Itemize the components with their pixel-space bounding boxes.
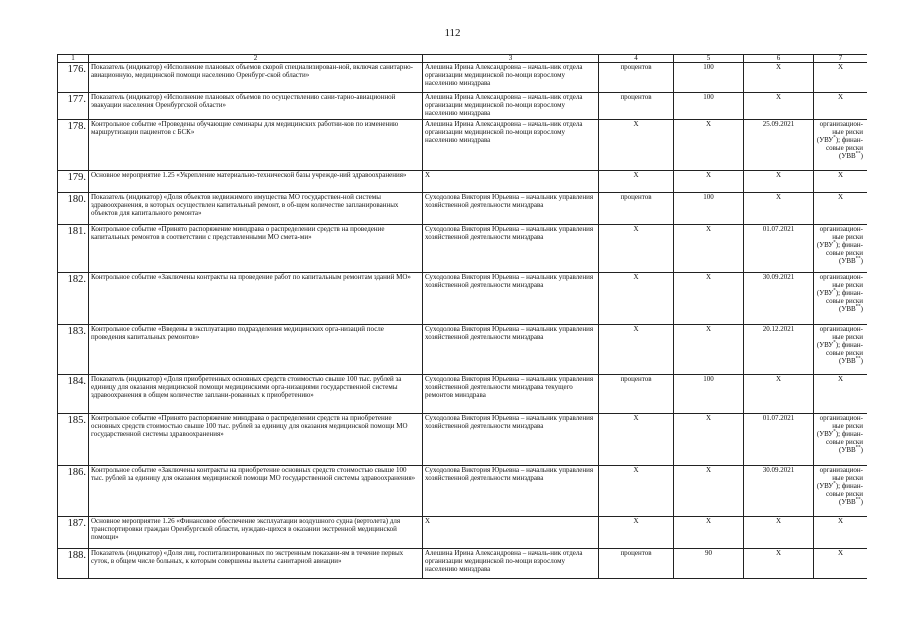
row-unit: X — [599, 273, 674, 325]
plan-table — [57, 54, 867, 579]
table-row — [58, 325, 868, 375]
row-unit: процентов — [599, 63, 674, 93]
row-description: Контрольное событие «Принято распоряжение минздрава о распределении средств на проведение капитальных ремонтов в соответствии с представленными МО смета-ми» — [89, 225, 423, 273]
row-value: 100 — [674, 375, 744, 414]
row-risk: X — [814, 171, 868, 193]
table-container — [57, 54, 867, 640]
row-description: Показатель (индикатор) «Доля приобретенных основных средств стоимостью свыше 100 тыс. рублей за единицу для оказания медицинской помощи медицинскими орга-низациями государственной системы здравоохранения в общем количестве заплани-рованных к приобретению» — [89, 375, 423, 414]
row-responsible: X — [423, 517, 599, 549]
table-row — [58, 93, 868, 120]
row-description: Основное мероприятие 1.26 «Финансовое обеспечение эксплуатации воздушного судна (вертолета) для транспортировки граждан Оренбургской области, нуждаю-щихся в оказании экстренной медицинской помощи» — [89, 517, 423, 549]
row-value: X — [674, 325, 744, 375]
row-responsible: Суходолова Виктория Юрьевна – начальник управления хозяйственной деятельности минздрава — [423, 225, 599, 273]
row-value: 100 — [674, 93, 744, 120]
row-value: X — [674, 517, 744, 549]
row-number: 177. — [58, 93, 89, 120]
row-date: X — [744, 549, 814, 579]
row-responsible: Алешина Ирина Александровна – началь-ник отдела организации медицинской по-мощи взрослому населению минздрава — [423, 63, 599, 93]
row-risk: X — [814, 63, 868, 93]
table-row — [58, 549, 868, 579]
row-number: 185. — [58, 414, 89, 466]
column-number: 6 — [744, 55, 814, 63]
row-risk: организацион-ные риски (УВУ*); финан-совые риски (УВВ**) — [814, 273, 868, 325]
row-date: 25.09.2021 — [744, 120, 814, 171]
row-responsible: Суходолова Виктория Юрьевна – начальник управления хозяйственной деятельности минздрава — [423, 466, 599, 517]
row-value: 100 — [674, 63, 744, 93]
column-number: 7 — [814, 55, 868, 63]
row-value: X — [674, 120, 744, 171]
row-description: Контрольное событие «Проведены обучающие семинары для медицинских работни-ков по изменению маршрутизации пациентов с БСК» — [89, 120, 423, 171]
row-value: X — [674, 414, 744, 466]
row-unit: X — [599, 225, 674, 273]
row-risk: X — [814, 549, 868, 579]
row-responsible: Суходолова Виктория Юрьевна – начальник управления хозяйственной деятельности минздрава — [423, 325, 599, 375]
row-risk: организацион-ные риски (УВУ*); финан-совые риски (УВВ**) — [814, 466, 868, 517]
column-number-row — [58, 55, 868, 63]
row-description: Контрольное событие «Введены в эксплуатацию подразделения медицинских орга-низаций после проведения капитальных ремонтов» — [89, 325, 423, 375]
row-responsible: Суходолова Виктория Юрьевна – начальник управления хозяйственной деятельности минздрава — [423, 414, 599, 466]
row-number: 183. — [58, 325, 89, 375]
row-value: 100 — [674, 193, 744, 225]
row-date: X — [744, 375, 814, 414]
row-risk: X — [814, 517, 868, 549]
row-date: X — [744, 171, 814, 193]
row-date: 01.07.2021 — [744, 414, 814, 466]
column-number: 3 — [423, 55, 599, 63]
row-unit: процентов — [599, 193, 674, 225]
table-row — [58, 273, 868, 325]
row-responsible: Алешина Ирина Александровна – началь-ник отдела организации медицинской по-мощи взрослому населению минздрава — [423, 93, 599, 120]
row-description: Контрольное событие «Заключены контракты на проведение работ по капитальным ремонтам зданий МО» — [89, 273, 423, 325]
table-row — [58, 517, 868, 549]
table-row — [58, 63, 868, 93]
row-responsible: Алешина Ирина Александровна – началь-ник отдела организации медицинской по-мощи взрослому населению минздрава — [423, 549, 599, 579]
row-number: 179. — [58, 171, 89, 193]
row-date: X — [744, 63, 814, 93]
row-date: 30.09.2021 — [744, 466, 814, 517]
row-responsible: Суходолова Виктория Юрьевна – начальник управления хозяйственной деятельности минздрава — [423, 273, 599, 325]
row-number: 178. — [58, 120, 89, 171]
row-risk: организацион-ные риски (УВУ*); финан-совые риски (УВВ**) — [814, 414, 868, 466]
row-unit: процентов — [599, 93, 674, 120]
row-unit: X — [599, 517, 674, 549]
row-number: 188. — [58, 549, 89, 579]
row-risk: организацион-ные риски (УВУ*); финан-совые риски (УВВ**) — [814, 225, 868, 273]
row-date: X — [744, 193, 814, 225]
row-unit: X — [599, 414, 674, 466]
row-responsible: Суходолова Виктория Юрьевна – начальник управления хозяйственной деятельности минздрава — [423, 193, 599, 225]
table-row — [58, 414, 868, 466]
row-value: X — [674, 466, 744, 517]
row-unit: X — [599, 120, 674, 171]
row-unit: X — [599, 325, 674, 375]
table-row — [58, 225, 868, 273]
row-unit: X — [599, 466, 674, 517]
row-description: Основное мероприятие 1.25 «Укрепление материально-технической базы учрежде-ний здравоохранения» — [89, 171, 423, 193]
row-description: Показатель (индикатор) «Исполнение плановых объемов по осуществлению сани-тарно-авиационной эвакуации населения Оренбургской области» — [89, 93, 423, 120]
row-number: 181. — [58, 225, 89, 273]
row-risk: X — [814, 93, 868, 120]
row-unit: процентов — [599, 375, 674, 414]
row-risk: организацион-ные риски (УВУ*); финан-совые риски (УВВ**) — [814, 120, 868, 171]
row-value: X — [674, 273, 744, 325]
row-description: Контрольное событие «Принято распоряжение минздрава о распределении средств на приобретение основных средств стоимостью свыше 100 тыс. рублей за единицу для оказания медицинской помощи МО государственной системы здравоохранения» — [89, 414, 423, 466]
row-number: 182. — [58, 273, 89, 325]
row-risk: X — [814, 375, 868, 414]
table-row — [58, 120, 868, 171]
row-responsible: Суходолова Виктория Юрьевна – начальник управления хозяйственной деятельности минздрава текущего ремонтов минздрава — [423, 375, 599, 414]
row-risk: организацион-ные риски (УВУ*); финан-совые риски (УВВ**) — [814, 325, 868, 375]
row-risk: X — [814, 193, 868, 225]
row-responsible: X — [423, 171, 599, 193]
column-number: 2 — [89, 55, 423, 63]
row-value: X — [674, 171, 744, 193]
row-description: Контрольное событие «Заключены контракты на приобретение основных средств стоимостью свыше 100 тыс. рублей за единицу для оказания медицинской помощи МО государственной системы здравоохранения» — [89, 466, 423, 517]
row-description: Показатель (индикатор) «Доля лиц, госпитализированных по экстренным показани-ям в течение первых суток, в общем числе больных, к которым совершены вылеты санитарной авиации» — [89, 549, 423, 579]
column-number: 5 — [674, 55, 744, 63]
row-responsible: Алешина Ирина Александровна – началь-ник отдела организации медицинской по-мощи взрослому населению минздрава — [423, 120, 599, 171]
page-number: 112 — [444, 27, 461, 39]
row-number: 176. — [58, 63, 89, 93]
row-unit: X — [599, 171, 674, 193]
row-number: 184. — [58, 375, 89, 414]
table-row — [58, 375, 868, 414]
table-row — [58, 193, 868, 225]
row-date: 20.12.2021 — [744, 325, 814, 375]
row-date: 01.07.2021 — [744, 225, 814, 273]
row-description: Показатель (индикатор) «Доля объектов недвижимого имущества МО государствен-ной системы здравоохранения, в которых осуществлен капитальный ремонт, в об-щем количестве запланированных объектов для капитального ремонта» — [89, 193, 423, 225]
row-value: X — [674, 225, 744, 273]
row-unit: процентов — [599, 549, 674, 579]
row-number: 187. — [58, 517, 89, 549]
row-date: X — [744, 93, 814, 120]
column-number: 1 — [58, 55, 89, 63]
table-row — [58, 171, 868, 193]
row-description: Показатель (индикатор) «Исполнение плановых объемов скорой специализирован-ной, включая санитарно-авиационную, медицинской помощи населению Оренбург-ской области» — [89, 63, 423, 93]
row-value: 90 — [674, 549, 744, 579]
column-number: 4 — [599, 55, 674, 63]
row-date: 30.09.2021 — [744, 273, 814, 325]
row-number: 180. — [58, 193, 89, 225]
row-date: X — [744, 517, 814, 549]
row-number: 186. — [58, 466, 89, 517]
table-row — [58, 466, 868, 517]
